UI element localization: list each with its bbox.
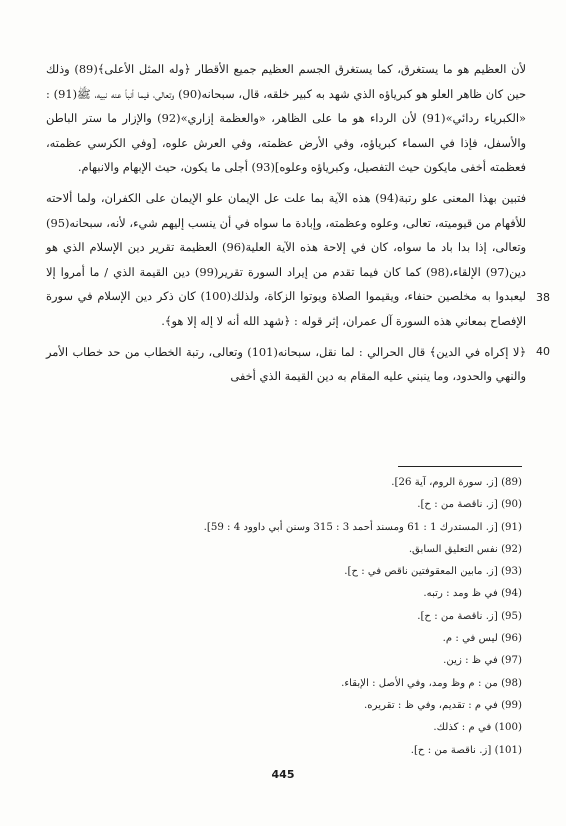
footnote: (97) في ظ : زين.	[443, 655, 522, 667]
footnote: (101) [ز. ناقصة من : ح].	[410, 744, 522, 756]
footnote: (94) في ظ ومد : رتبه.	[423, 588, 522, 600]
margin-number-38: 38	[536, 290, 550, 304]
footnote: (96) ليس في : م.	[442, 633, 522, 645]
footnotes	[60, 472, 522, 762]
paragraph-2-text: فتبين بهذا المعنى علو رتبة(94) هذه الآية بما علت عل الإيمان علو الإيمان على الكفران، ولما ألاحته للأفهام من قيوميته، تعالى، وعلوه وعظمته، وإبادة ما سواه في أن ينسب إليهم شيء، لأنه، سبحانه(95) وتعالى، إذا بدا باد ما سواه، كان في إلاحة هذه الآية العلية(96) العظيمة تقرير دين الإسلام الذي هو دين(97) الإلقاء،(98) كما كان فيما تقدم من إيراد السورة تقرير(99) دين القيمة الذي / ما أمروا إلا ليعبدوا به مخلصين حنفاء، ويقيموا الصلاة ويوتوا الزكاة، ولذلك(100) كان ذكر دين الإسلام في سورة الإفصاح بمعاني هذه السورة آل عمران، إثر قوله : ﴿شهد الله أنه لا إله إلا هو﴾.	[46, 190, 527, 328]
paragraph-3	[46, 340, 550, 389]
main-text-block	[46, 57, 550, 389]
footnote: (95) [ز. ناقصة من : ح].	[417, 610, 522, 622]
paragraph-2	[46, 186, 550, 334]
page-number: 445	[271, 768, 295, 781]
paragraph-3-text: ﴿لا إكراه في الدين﴾ قال الحرالي : لما نقل، سبحانه(101) وتعالى، رتبة الخطاب من حد خطاب الأمر والنهي والحدود، وما ينبني عليه المقام به دين القيمة الذي أخفى	[46, 344, 526, 384]
footnote: (98) من : م وظ ومد، وفي الأصل : الإبقاء.	[341, 677, 522, 689]
footnote: (92) نفس التعليق السابق.	[408, 543, 522, 555]
footnote: (100) في م : كذلك.	[433, 722, 522, 734]
margin-number-40: 40	[536, 344, 550, 358]
footnote: (93) [ز. مابين المعقوفتين ناقص في : ح].	[344, 566, 522, 578]
footnote: (99) في م : تقديم، وفي ظ : تقريره.	[364, 699, 522, 711]
footnote: (91) [ز. المستدرك 1 : 61 ومسند أحمد 3 : 315 وسنن أبي داوود 4 : 59].	[203, 521, 522, 533]
paragraph-1: لأن العظيم هو ما يستغرق، كما يستغرق الجسم العظيم جميع الأقطار ﴿وله المثل الأعلى﴾(89) وذلك حين كان ظاهر العلو هو كبرياؤه الذي شهد به كبير خلقه، قال، سبحانه(90) وتعالى، فيما أنبأ عنه نبيه، ﷺ(91) : «الكبرياء ردائي»(91) لأن الرداء هو ما على الظاهر، «والعظمة إزاري»(92) والإزار ما ستر الباطن والأسفل، فإذا في السماء كبرياؤه، وفي الأرض عظمته، وفي العرش علوه، [وفي الكرسي عظمته، فعظمته أخفى مايكون حيث التفصيل، وكبرياؤه وعلوه](93) أجلى ما يكون، حيث الإبهام والانبهام.	[46, 62, 527, 175]
footnote-separator	[398, 466, 522, 467]
footnote: (89) [ز. سورة الروم، آية 26].	[391, 477, 522, 488]
footnote: (90) [ز. ناقصة من : ح].	[417, 499, 522, 511]
